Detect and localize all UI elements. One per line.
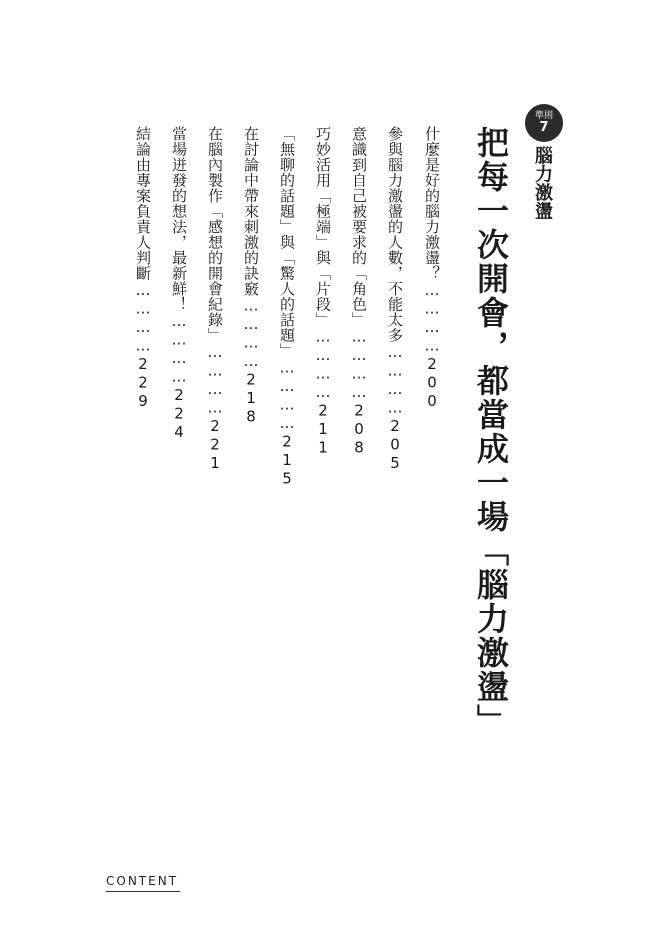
main-title: 把每一次開會，都當成一場「腦力激盪」 — [472, 126, 510, 738]
footer-content-label: CONTENT — [106, 874, 179, 888]
toc-item-2: 參與腦力激盪的人數，不能太多…………205 — [386, 126, 404, 473]
toc-item-5: 「無聊的話題」與「驚人的話題」…………215 — [278, 126, 296, 488]
toc-item-8: 當場迸發的想法，最新鮮！…………224 — [170, 126, 188, 442]
toc-item-7: 在腦內製作「感想的開會紀錄」…………221 — [206, 126, 224, 473]
chapter-badge — [525, 104, 563, 142]
toc-item-1: 什麼是好的腦力激盪？…………200 — [423, 126, 441, 411]
toc-item-4: 巧妙活用「極端」與「片段」…………211 — [314, 126, 332, 457]
toc-item-9: 結論由專案負責人判斷…………229 — [134, 126, 152, 411]
footer-divider — [106, 891, 180, 892]
toc-item-6: 在討論中帶來刺激的訣竅…………218 — [242, 126, 260, 426]
chapter-badge-number: 7 — [539, 120, 549, 135]
chapter-badge-label: 準則 — [534, 111, 553, 121]
chapter-title: 腦力激盪 — [532, 146, 553, 220]
toc-item-3: 意識到自己被要求的「角色」…………208 — [350, 126, 368, 457]
